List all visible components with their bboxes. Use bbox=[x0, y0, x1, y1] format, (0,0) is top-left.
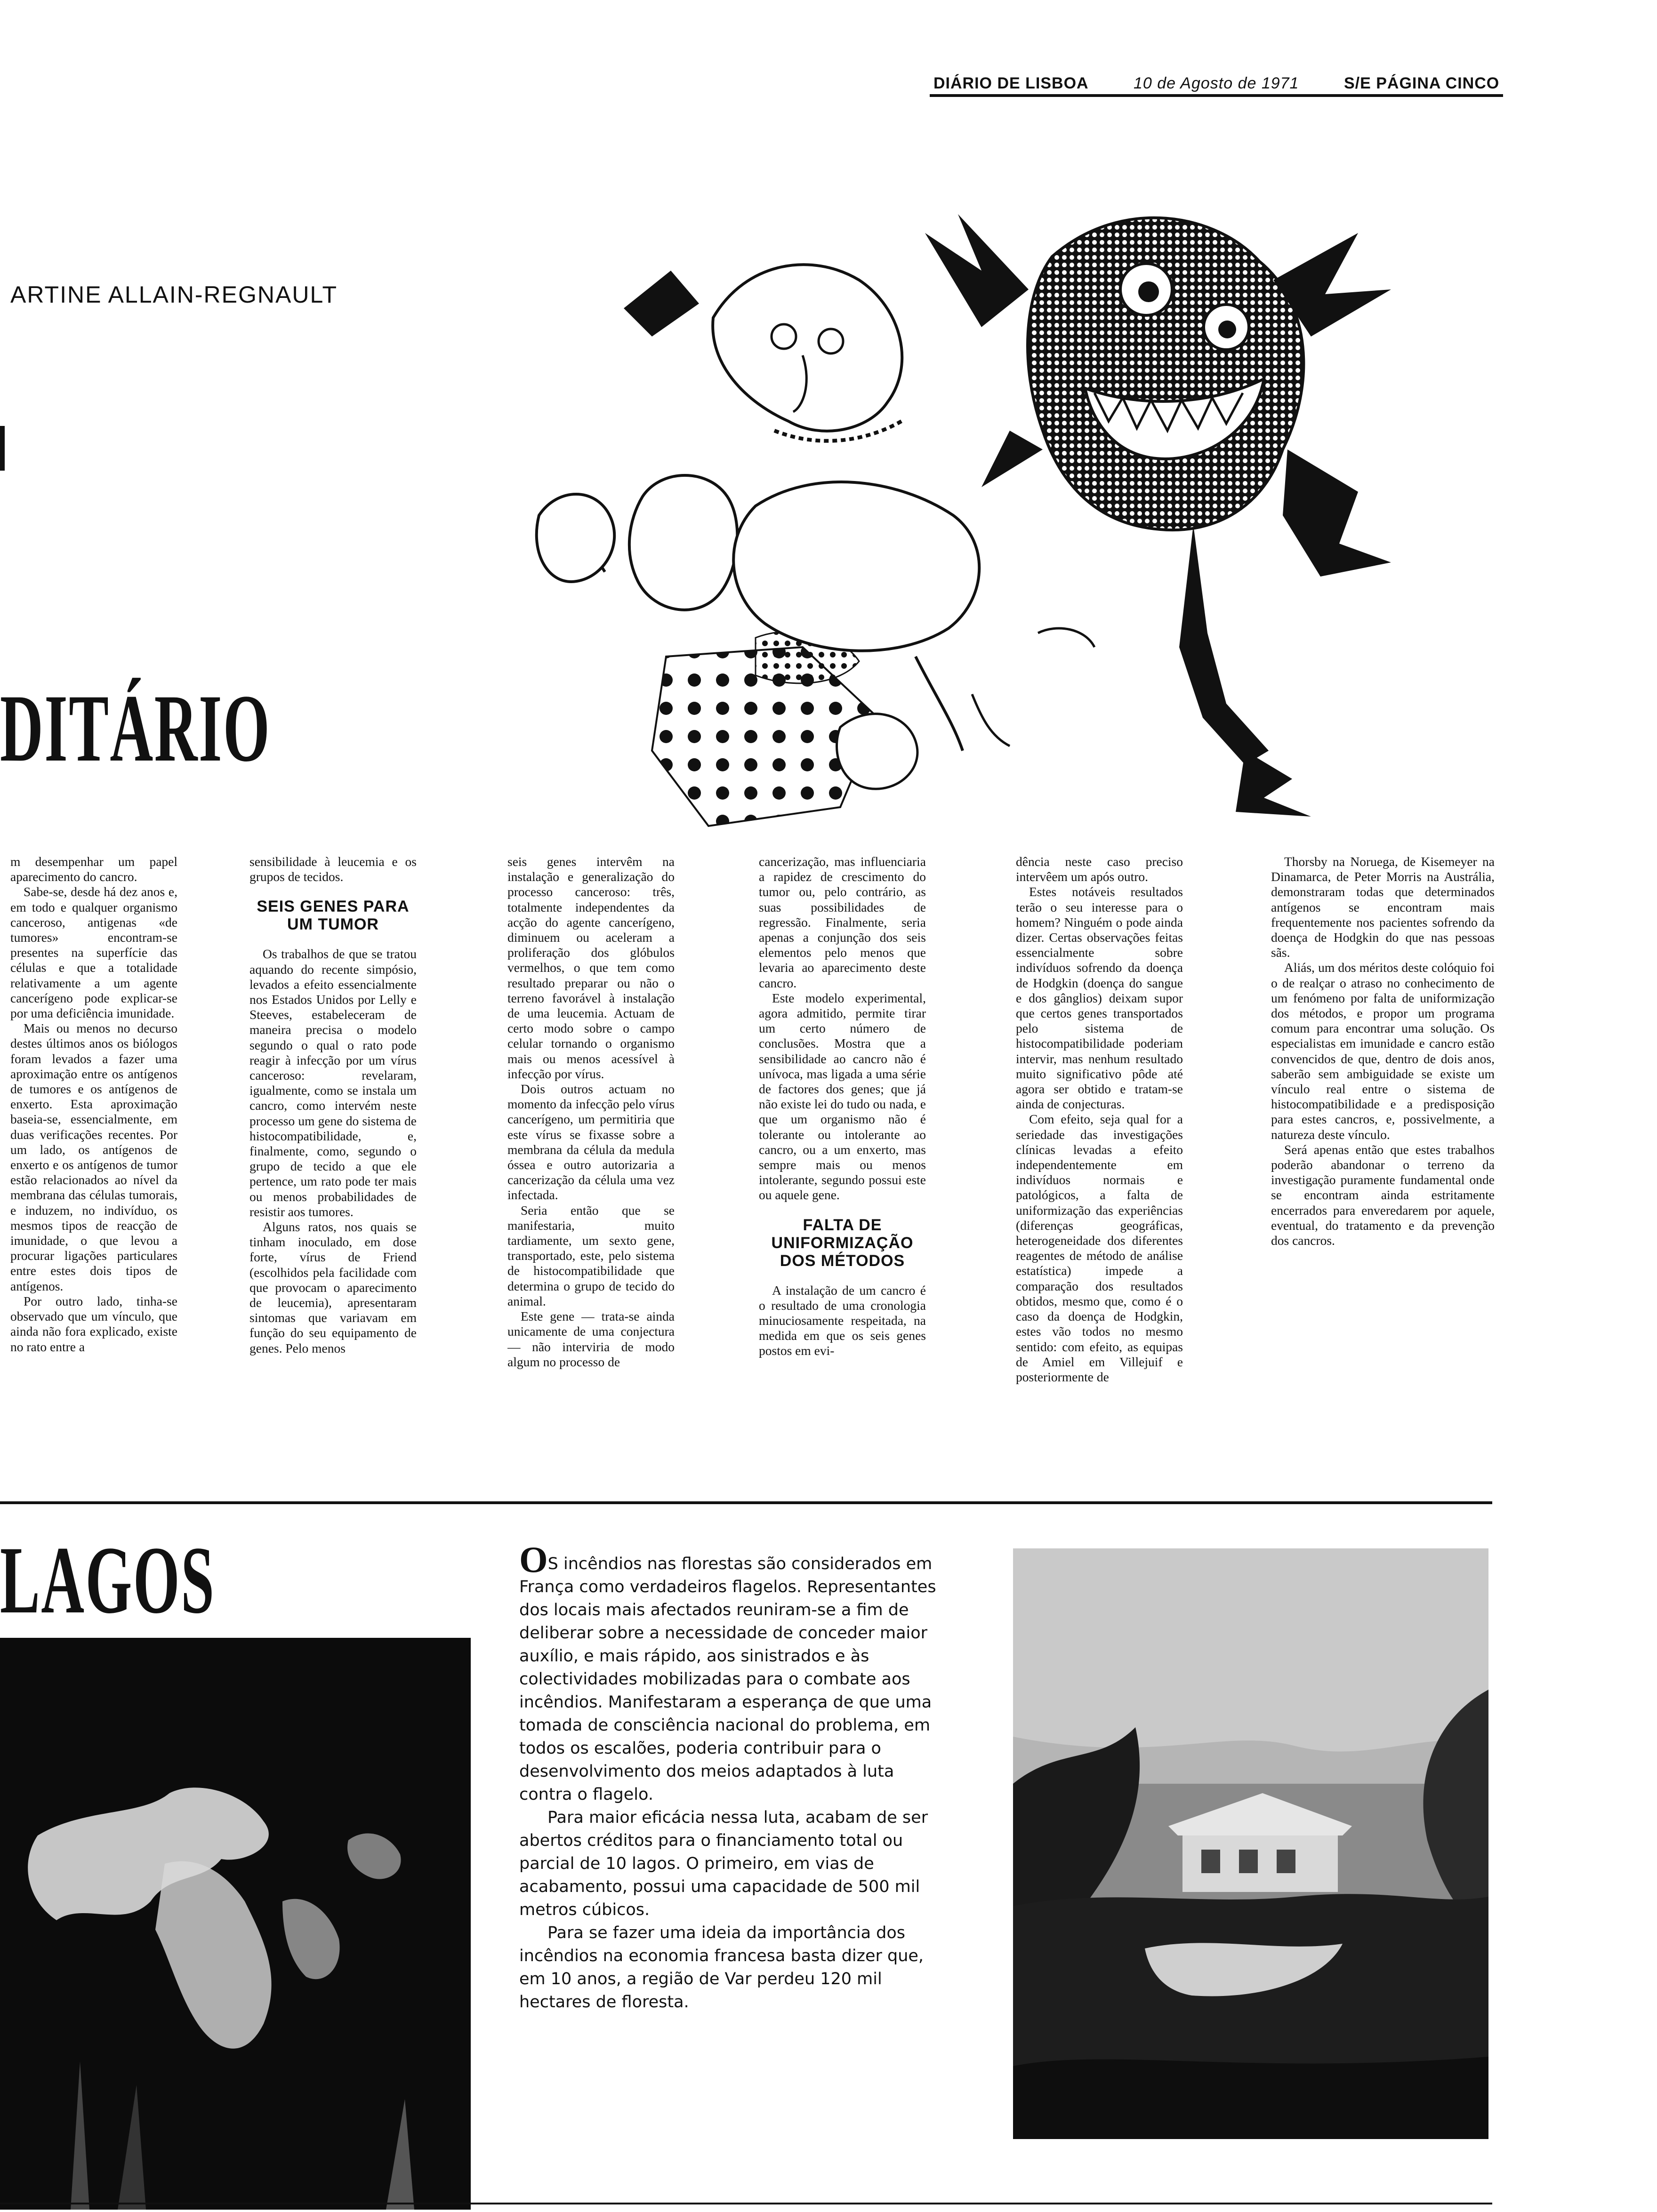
article-column-2 bbox=[249, 854, 417, 1485]
article-column-1 bbox=[10, 854, 177, 1485]
drop-cap: O bbox=[519, 1539, 548, 1580]
paragraph: Com efeito, seja qual for a seriedade das investigações clínicas levadas a efeito independentemente em indivíduos normais e patológicos, a falta de uniformização das experiências (diferenças geográficas, heterogeneidade dos diferentes reagentes de método de análise estatística) impede a comparação dos resultados obtidos, mesmo que, como é o caso da doença de Hodgkin, estes vão todos no mesmo sentido: com efeito, as equipas de Amiel em Villejuif e posteriormente de bbox=[1016, 1112, 1183, 1384]
paragraph: cancerização, mas influenciaria a rapidez de crescimento do tumor ou, pelo contrário, as suas possibilidades de regressão. Finalmente, seria apenas a conjunção dos seis elementos pelo menos que levaria ao aparecimento deste cancro. bbox=[759, 854, 926, 990]
paragraph bbox=[519, 1539, 938, 1806]
monster-illustration bbox=[511, 186, 1429, 828]
paragraph: m desempenhar um papel aparecimento do cancro. bbox=[10, 854, 177, 884]
paragraph: Alguns ratos, nos quais se tinham inoculado, em dose forte, vírus de Friend (escolhidos pela facilidade com que provocam o aparecimento de leucemia), apresentaram sintomas que variavam em função do seu equipamento de genes. Pelo menos bbox=[249, 1219, 417, 1355]
paragraph: Mais ou menos no decurso destes últimos anos os biólogos foram levados a fazer uma aproximação entre os antígenos de tumores e os antígenos de enxerto. Esta aproximação baseia-se, essencialmente, em duas verificações recentes. Por um lado, os antígenos de enxerto e os antígenos de tumor estão relacionados ao nível da membrana das células tumorais, e induzem, no indivíduo, os mesmos tipos de reacção de imunidade, o que levou a procurar ligações particulares entre estes dois tipos de antígenos. bbox=[10, 1021, 177, 1293]
paragraph: Este gene — trata-se ainda unicamente de uma conjectura — não interviria de modo algum no processo de bbox=[507, 1309, 675, 1369]
subheading: SEIS GENES PARA UM TUMOR bbox=[257, 898, 410, 934]
paragraph: Será apenas então que estes trabalhos poderão abandonar o terreno da investigação puramente fundamental onde se encontram ainda estritamente encerrados para enveredarem por aquele, eventual, do tratamento e da prevenção dos cancros. bbox=[1271, 1142, 1495, 1248]
paragraph: Os trabalhos de que se tratou aquando do recente simpósio, levados a efeito essencialmente nos Estados Unidos por Lelly e Steeves, estabeleceram de maneira precisa o modelo segundo o qual o rato pode reagir à infecção por um vírus canceroso: revelaram, igualmente, como se instala um cancro, como intervém neste processo um gene do sistema de histocompatibilidade, e, finalmente, como, segundo o grupo de tecido a que ele pertence, um rato pode ter mais ou menos probabilidades de resistir aos tumores. bbox=[249, 946, 417, 1219]
paragraph: Thorsby na Noruega, de Kisemeyer na Dinamarca, de Peter Morris na Austrália, demonstraram todas que determinados antígenos se encontram mais frequentemente nos pacientes sofrendo da doença de Hodgkin do que nas pessoas sãs. bbox=[1271, 854, 1495, 960]
newspaper-name: DIÁRIO DE LISBOA bbox=[933, 74, 1089, 92]
article-headline: DITÁRIO bbox=[0, 675, 271, 782]
paragraph: Para se fazer uma ideia da importância dos incêndios na economia francesa basta dizer que, em 10 anos, a região de Var perdeu 120 mil hectares de floresta. bbox=[519, 1923, 924, 2012]
house-smoke-photo bbox=[1013, 1548, 1488, 2139]
paragraph: Para maior eficácia nessa luta, acabam de ser abertos créditos para o financiamento total ou parcial de 10 lagos. O primeiro, em vias de acabamento, possui uma capacidade de 500 mil metros cúbicos. bbox=[519, 1808, 928, 1919]
article-column-3 bbox=[507, 854, 675, 1485]
paragraph-text: S incêndios nas florestas são considerados em França como verdadeiros flagelos. Representantes dos locais mais afectados reuniram-se a fim de deliberar sobre a necessidade de conceder maior auxílio, e mais rápido, aos sinistrados e às colectividades mobilizadas para o combate aos incêndios. Manifestaram a esperança de que uma tomada de consciência nacional do problema, em todos os escalões, poderia contribuir para o desenvolvimento dos meios adaptados à luta contra o flagelo. bbox=[519, 1555, 936, 1804]
lagos-article-text bbox=[519, 1539, 938, 2014]
paragraph: Sabe-se, desde há dez anos e, em todo e qualquer organismo canceroso, antigenas «de tumores» encontram-se presentes na superfície das células e que a totalidade relativamente a um agente cancerígeno pode explicar-se por uma deficiência imunidade. bbox=[10, 884, 177, 1021]
paragraph: Este modelo experimental, agora admitido, permite tirar um certo número de conclusões. Mostra que a sensibilidade ao cancro não é unívoca, mas ligada a uma série de factores dos genes; que já não existe lei do tudo ou nada, e que um organismo não é tolerante ou intolerante ao cancro, ou a um enxerto, mas sempre mais ou menos intolerante, segundo possui este ou aquele gene. bbox=[759, 990, 926, 1202]
subheading: FALTA DE UNIFORMIZAÇÃO DOS MÉTODOS bbox=[771, 1216, 914, 1270]
bottom-rule bbox=[0, 2203, 1492, 2204]
section-divider bbox=[0, 1501, 1492, 1504]
article-column-6 bbox=[1271, 854, 1495, 1485]
byline: ARTINE ALLAIN-REGNAULT bbox=[10, 281, 338, 308]
article-column-5 bbox=[1016, 854, 1183, 1485]
paragraph: Por outro lado, tinha-se observado que um vínculo, que ainda não fora explicado, existe no rato entre a bbox=[10, 1293, 177, 1354]
left-edge-mark bbox=[0, 426, 5, 471]
house-smoke-photo-image bbox=[1013, 1548, 1488, 2139]
paragraph: Dois outros actuam no momento da infecção pelo vírus cancerígeno, um permitiria que este vírus se fixasse sobre a membrana da célula da medula óssea e outro autorizaria a cancerização da célula uma vez infectada. bbox=[507, 1082, 675, 1202]
page-number: S/E PÁGINA CINCO bbox=[1344, 74, 1500, 92]
paragraph: Estes notáveis resultados terão o seu interesse para o homem? Ninguém o pode ainda dizer. Certas observações feitas essencialmente sobre indivíduos sofrendo da doença de Hodgkin (doença do sangue e dos gânglios) deixam supor que certos genes transportados pelo sistema de histocompatibilidade poderiam intervir, mas nenhum resultado muito significativo pôde até agora ser obtido e tratam-se ainda de conjecturas. bbox=[1016, 884, 1183, 1112]
paragraph: seis genes intervêm na instalação e generalização do processo canceroso: três, totalmente independentes da acção do agente cancerígeno, diminuem ou aceleram a proliferação dos glóbulos vermelhos, o que tem como resultado preparar ou não o terreno favorável à instalação de uma leucemia. Actuam de certo modo sobre o campo celular tornando o organismo mais ou menos acessível à infecção por vírus. bbox=[507, 854, 675, 1081]
fire-photo bbox=[0, 1638, 471, 2210]
article-headline: LAGOS bbox=[0, 1527, 216, 1634]
fire-photo-image bbox=[0, 1638, 471, 2210]
paragraph: dência neste caso preciso intervêem um após outro. bbox=[1016, 854, 1183, 884]
header-rule bbox=[930, 94, 1503, 97]
article-column-4 bbox=[759, 854, 926, 1485]
paragraph: A instalação de um cancro é o resultado de uma cronologia minuciosamente respeitada, na medida em que os seis genes postos em evi- bbox=[759, 1282, 926, 1358]
issue-date: 10 de Agosto de 1971 bbox=[1134, 74, 1299, 92]
paragraph: sensibilidade à leucemia e os grupos de tecidos. bbox=[249, 854, 417, 884]
paragraph: Seria então que se manifestaria, muito tardiamente, um sexto gene, transportado, este, pelo sistema de histocompatibilidade que determina o grupo de tecido do animal. bbox=[507, 1202, 675, 1308]
paragraph: Aliás, um dos méritos deste colóquio foi o de realçar o atraso no conhecimento de um fenómeno por falta de uniformização dos métodos, e propor um programa comum para encontrar uma solução. Os especialistas em imunidade e cancro estão convencidos de que, dentro de dois anos, saberão sem ambiguidade se existe um vínculo real entre o sistema de histocompatibilidade e a predisposição para estes cancros, e, possivelmente, a natureza deste vínculo. bbox=[1271, 960, 1495, 1142]
